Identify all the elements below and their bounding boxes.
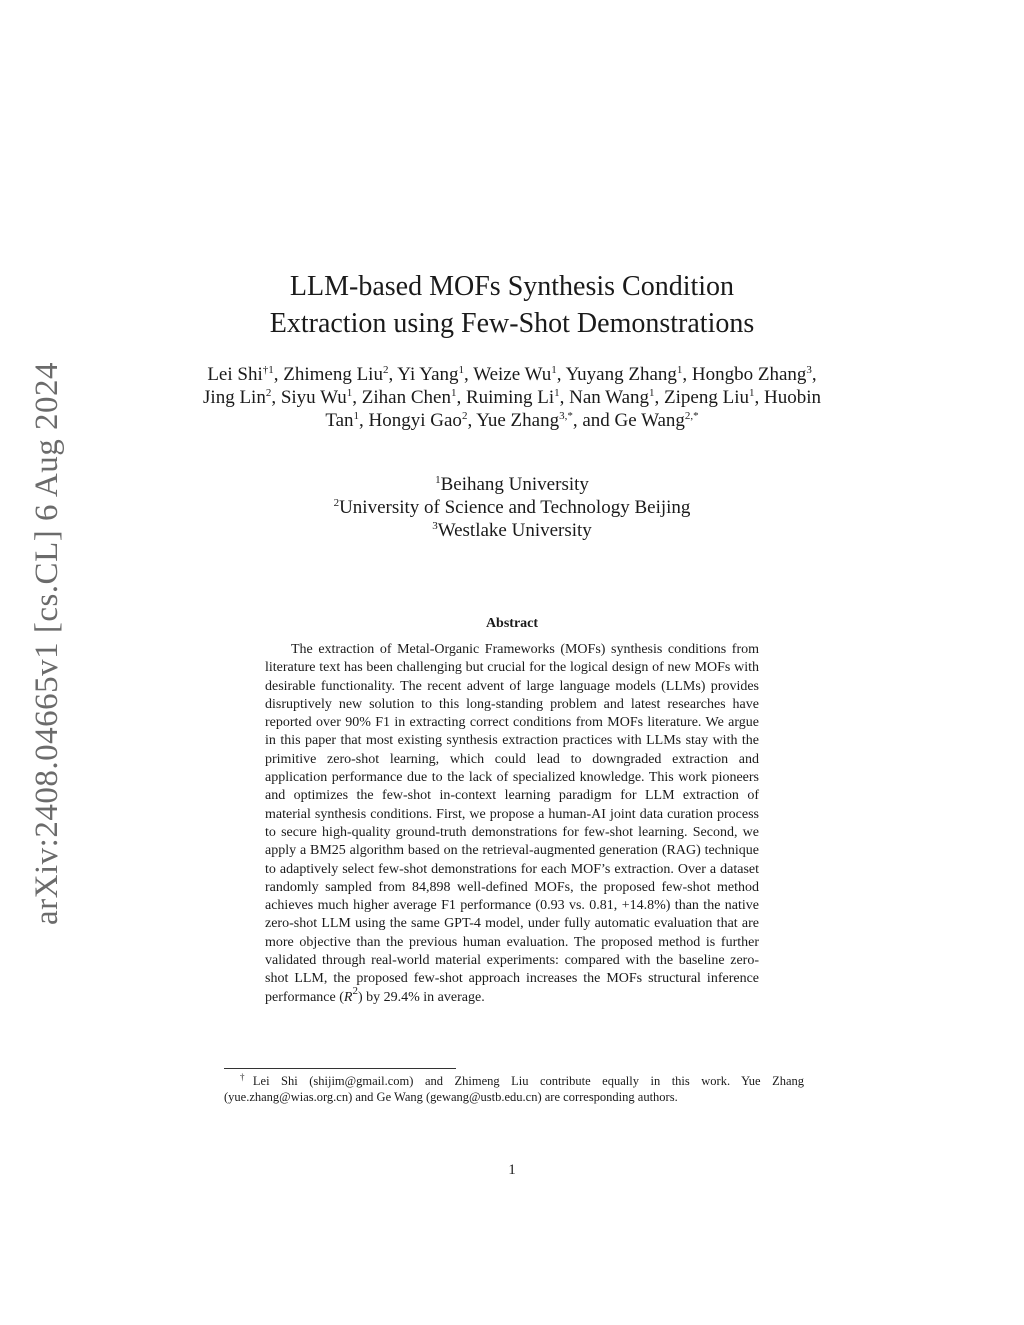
author-affiliation-marker: 1 xyxy=(346,387,353,399)
author-name: Nan Wang xyxy=(569,387,650,408)
affiliation-3-name: Westlake University xyxy=(437,520,592,541)
author-affiliation-marker: 1 xyxy=(649,387,655,399)
author-name: Jing Lin xyxy=(203,387,266,408)
arxiv-identifier-stamp xyxy=(12,358,82,928)
author-affiliation-marker: †1 xyxy=(262,364,274,376)
author-separator: , xyxy=(464,364,474,385)
paper-title-line-1: LLM-based MOFs Synthesis Condition xyxy=(289,271,735,302)
author-name: Weize Wu xyxy=(473,364,552,385)
author-affiliation-marker: 1 xyxy=(353,410,360,422)
author-name: Yue Zhang xyxy=(476,410,560,431)
author-separator: , xyxy=(352,387,362,408)
author-entry xyxy=(615,410,699,431)
author-name: Yi Yang xyxy=(397,364,459,385)
author-entry xyxy=(281,387,362,408)
author-separator: , xyxy=(811,364,817,385)
author-name: Yuyang Zhang xyxy=(565,364,677,385)
footnote-marker: † xyxy=(240,1072,253,1082)
author-affiliation-marker: 1 xyxy=(748,387,755,399)
author-entry xyxy=(566,364,692,385)
author-entry xyxy=(569,387,664,408)
author-entry xyxy=(664,387,764,408)
abstract-heading: Abstract xyxy=(485,616,539,631)
author-separator: , xyxy=(359,410,369,431)
author-name: Hongyi Gao xyxy=(368,410,462,431)
affiliation-3 xyxy=(0,519,1024,542)
r-squared-exponent: 2 xyxy=(352,984,358,997)
author-affiliation-marker: 2 xyxy=(265,387,272,399)
author-entry xyxy=(692,364,817,385)
author-separator: , xyxy=(456,387,466,408)
author-name: Zihan Chen xyxy=(361,387,451,408)
footnote-text: Lei Shi (shijim@gmail.com) and Zhimeng Liu contribute equally in this work. Yue Zhang (yue.zhang@wias.org.cn) and Ge Wang (gewang@ustb.edu.cn) are corresponding authors. xyxy=(224,1074,804,1104)
page-number: 1 xyxy=(508,1162,516,1178)
r-squared-symbol: R xyxy=(343,989,353,1005)
author-separator: , xyxy=(388,364,398,385)
paper-title-line-2: Extraction using Few-Shot Demonstrations xyxy=(269,308,755,339)
affiliation-2 xyxy=(0,496,1024,519)
author-name: Ruiming Li xyxy=(465,387,555,408)
author-name: Lei Shi xyxy=(207,364,263,385)
affiliation-1 xyxy=(0,473,1024,496)
author-name: Hongbo Zhang xyxy=(691,364,807,385)
author-affiliation-marker: 2,* xyxy=(684,410,699,422)
author-affiliation-marker: 1 xyxy=(676,364,683,376)
author-separator: , and xyxy=(572,410,615,431)
author-entry xyxy=(473,364,565,385)
author-affiliation-marker: 2 xyxy=(382,364,389,376)
footnote-divider xyxy=(224,1068,456,1069)
author-separator: , xyxy=(467,410,477,431)
author-list xyxy=(200,363,824,432)
affiliation-1-marker: 1 xyxy=(435,474,441,486)
author-affiliation-marker: 1 xyxy=(551,364,557,376)
paper-title xyxy=(0,268,1024,342)
author-entry xyxy=(369,410,477,431)
author-name: Ge Wang xyxy=(614,410,685,431)
author-separator: , xyxy=(559,387,570,408)
author-entry xyxy=(397,364,473,385)
author-separator: , xyxy=(654,387,665,408)
footnote xyxy=(224,1073,804,1105)
affiliation-3-marker: 3 xyxy=(432,520,438,532)
author-separator: , xyxy=(556,364,566,385)
author-entry xyxy=(283,364,397,385)
author-name: Zhimeng Liu xyxy=(283,364,383,385)
author-entry xyxy=(466,387,569,408)
author-separator: , xyxy=(273,364,284,385)
affiliation-2-marker: 2 xyxy=(333,497,340,509)
abstract-text-end: ) by 29.4% in average. xyxy=(357,989,485,1005)
author-name: Siyu Wu xyxy=(280,387,347,408)
affiliation-1-name: Beihang University xyxy=(440,474,589,495)
author-affiliation-marker: 2 xyxy=(461,410,468,422)
author-affiliation-marker: 1 xyxy=(554,387,560,399)
author-entry xyxy=(207,364,283,385)
affiliation-2-name: University of Science and Technology Beijing xyxy=(339,497,691,518)
arxiv-identifier-text: arXiv:2408.04665v1 [cs.CL] 6 Aug 2024 xyxy=(28,361,65,925)
author-affiliation-marker: 3 xyxy=(806,364,812,376)
author-affiliation-marker: 3,* xyxy=(559,410,573,422)
author-affiliation-marker: 1 xyxy=(450,387,457,399)
author-entry xyxy=(476,410,614,431)
author-separator: , xyxy=(682,364,692,385)
abstract-body xyxy=(265,641,759,1007)
author-name: Zipeng Liu xyxy=(664,387,749,408)
author-affiliation-marker: 1 xyxy=(458,364,465,376)
author-entry xyxy=(203,387,281,408)
affiliation-list xyxy=(0,473,1024,542)
author-separator: , xyxy=(271,387,281,408)
author-entry xyxy=(362,387,466,408)
author-separator: , xyxy=(754,387,764,408)
author-name: Huobin Tan xyxy=(325,387,821,431)
abstract-text-main: The extraction of Metal-Organic Frameworks (MOFs) synthesis conditions from literature text has been challenging but crucial for the logical design of new MOFs with desirable functionality. The recent advent of large language models (LLMs) provides disruptively new solution to this long-standing problem and latest researches have reported over 90% F1 in extracting correct conditions from MOFs literature. We argue in this paper that most existing synthesis extraction practices with LLMs stay with the primitive zero-shot learning, which could lead to downgraded extraction and application performance due to the lack of specialized knowledge. This work pioneers and optimizes the few-shot in-context learning paradigm for LLM extraction of material synthesis conditions. First, we propose a human-AI joint data curation process to secure high-quality ground-truth demonstrations for few-shot learning. Second, we apply a BM25 algorithm based on the retrieval-augmented generation (RAG) technique to adaptively select few-shot demonstrations for each MOF’s extraction. Over a dataset randomly sampled from 84,898 well-defined MOFs, the proposed few-shot method achieves much higher average F1 performance (0.93 vs. 0.81, +14.8%) than the native zero-shot LLM using the same GPT-4 model, under fully automatic evaluation that are more objective than the previous human evaluation. The proposed method is further validated through real-world material experiments: compared with the baseline zero-shot LLM, the proposed few-shot approach increases the MOFs structural inference performance ( xyxy=(265,642,759,1005)
